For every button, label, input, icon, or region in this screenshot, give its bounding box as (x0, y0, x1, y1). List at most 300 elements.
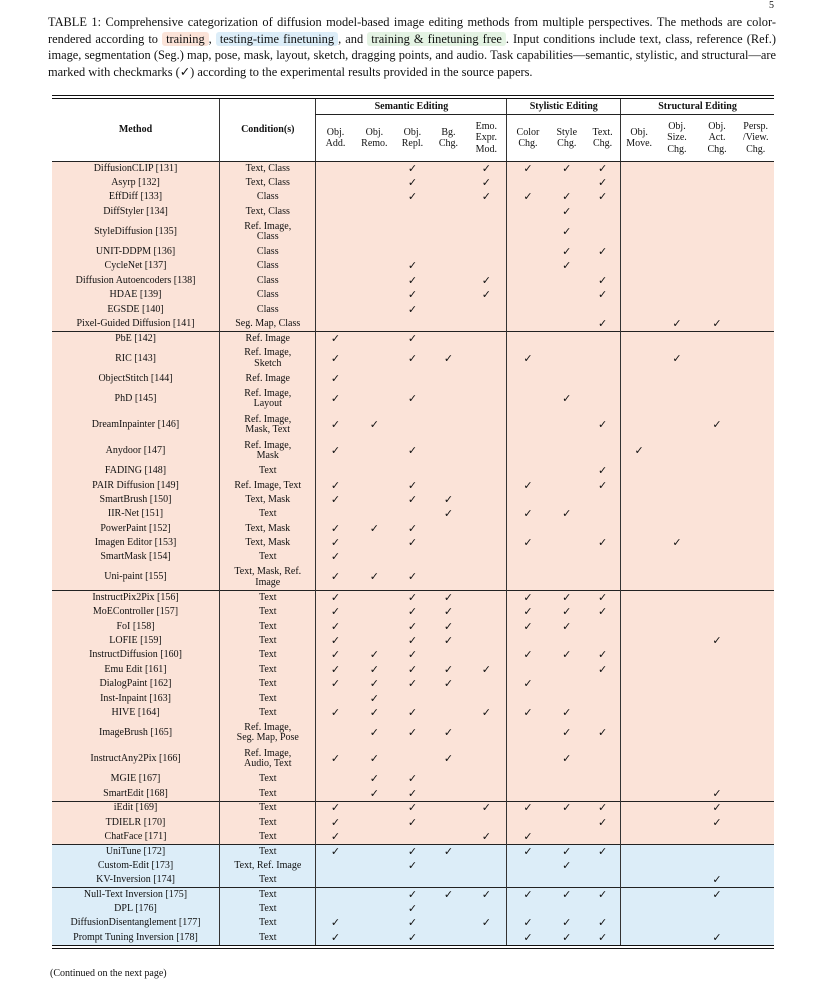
check-cell (507, 648, 549, 662)
method-name: InstructPix2Pix [156] (52, 591, 220, 605)
check-cell (621, 902, 658, 916)
check-cell (507, 902, 549, 916)
condition-line: Text (258, 773, 277, 785)
check-cell (585, 551, 621, 565)
check-cell (585, 634, 621, 648)
check-cell (431, 479, 467, 493)
caption-text-b: . Input conditions include text, class, reference (Ref.) image, segmentation (Seg.) map, pose, mask, layout, sketch, dragging points, and audio. Task capabilities—semantic, stylistic, and structural—are marked with checkmarks (✓) according to the experimental results provided in the source papers. (48, 31, 776, 79)
check-cell (548, 620, 585, 634)
check-cell (466, 346, 507, 372)
check-cell (507, 162, 549, 176)
check-cell (657, 677, 697, 691)
condition-line: Mask (256, 450, 279, 462)
condition-line: Mask, Text (245, 424, 291, 436)
condition-line: Text (258, 663, 277, 675)
subheader-line: Repl. (401, 138, 424, 149)
check-cell (431, 464, 467, 478)
check-cell (431, 288, 467, 302)
check-cell (737, 493, 774, 507)
check-cell (548, 787, 585, 801)
subheader-line: Move. (626, 138, 653, 149)
table-row (52, 331, 774, 345)
check-cell (355, 677, 395, 691)
check-cell (466, 787, 507, 801)
check-cell (585, 816, 621, 830)
check-cell (697, 274, 738, 288)
condition-cell (220, 801, 316, 815)
check-cell (431, 205, 467, 219)
table-row (52, 888, 774, 902)
check-cell (316, 772, 355, 786)
check-cell (394, 772, 431, 786)
check-cell (394, 317, 431, 331)
condition-cell (220, 274, 316, 288)
check-cell (585, 663, 621, 677)
check-cell (737, 902, 774, 916)
table-row (52, 303, 774, 317)
check-cell (507, 219, 549, 245)
check-cell (585, 317, 621, 331)
checkmark-icon: ✓ (330, 478, 341, 492)
check-cell (737, 331, 774, 345)
condition-line: Text (258, 902, 277, 914)
condition-line: Text, Mask (245, 522, 291, 534)
checkmark-icon: ✓ (407, 478, 418, 492)
check-cell (507, 493, 549, 507)
check-cell (548, 565, 585, 591)
check-cell (621, 706, 658, 720)
checkmark-icon: ✓ (443, 492, 454, 506)
checkmark-icon: ✓ (597, 245, 608, 258)
check-cell (466, 493, 507, 507)
check-cell (507, 565, 549, 591)
check-cell (585, 438, 621, 464)
check-cell (466, 274, 507, 288)
check-cell (466, 372, 507, 386)
condition-cell (220, 331, 316, 345)
check-cell (621, 522, 658, 536)
check-cell (737, 412, 774, 438)
method-name: ObjectStitch [144] (52, 372, 220, 386)
check-cell (737, 438, 774, 464)
condition-line: Text, Mask, Ref. (234, 566, 302, 578)
check-cell (585, 536, 621, 550)
check-cell (621, 464, 658, 478)
check-cell (316, 259, 355, 273)
table-row (52, 816, 774, 830)
check-cell (621, 288, 658, 302)
checkmark-icon: ✓ (481, 175, 491, 189)
checkmark-icon: ✓ (562, 204, 572, 218)
check-cell (621, 605, 658, 619)
checkmark-icon: ✓ (330, 930, 341, 944)
checkmark-icon: ✓ (407, 302, 418, 316)
check-cell (316, 331, 355, 345)
method-name: Prompt Tuning Inversion [178] (52, 931, 220, 945)
check-cell (657, 346, 697, 372)
checkmark-icon: ✓ (330, 605, 341, 619)
checkmark-icon: ✓ (597, 844, 608, 858)
check-cell (394, 438, 431, 464)
table-row (52, 245, 774, 259)
check-cell (621, 303, 658, 317)
condition-line: Ref. Image (245, 332, 290, 344)
check-cell (697, 205, 738, 219)
check-cell (657, 176, 697, 190)
check-cell (507, 746, 549, 772)
checkmark-icon: ✓ (712, 801, 722, 815)
check-cell (394, 551, 431, 565)
header-structural-editing: Structural Editing (621, 99, 774, 115)
check-cell (355, 162, 395, 176)
checkmark-icon: ✓ (407, 705, 418, 719)
checkmark-icon: ✓ (597, 648, 608, 662)
checkmark-icon: ✓ (672, 351, 682, 365)
check-cell (585, 801, 621, 815)
check-cell (431, 859, 467, 873)
check-cell (585, 219, 621, 245)
check-cell (394, 888, 431, 902)
check-cell (548, 162, 585, 176)
condition-line: Seg. Map, Class (235, 317, 301, 329)
condition-line: Ref. Image, (244, 721, 292, 733)
check-cell (316, 479, 355, 493)
checkmark-icon: ✓ (407, 930, 418, 944)
checkmark-icon: ✓ (369, 752, 379, 766)
check-cell (466, 605, 507, 619)
check-cell (355, 931, 395, 945)
check-cell (394, 190, 431, 204)
method-name: DiffusionDisentanglement [177] (52, 916, 220, 930)
check-cell (737, 245, 774, 259)
check-cell (466, 317, 507, 331)
check-cell (431, 902, 467, 916)
check-cell (548, 844, 585, 858)
check-cell (466, 551, 507, 565)
subheader-line: Obj. (365, 126, 384, 138)
table-row (52, 412, 774, 438)
check-cell (621, 830, 658, 844)
checkmark-icon: ✓ (407, 815, 418, 829)
checkmark-icon: ✓ (597, 175, 608, 189)
check-cell (466, 720, 507, 746)
check-cell (316, 931, 355, 945)
check-cell (431, 692, 467, 706)
check-cell (466, 245, 507, 259)
check-cell (737, 591, 774, 605)
subheader-1 (355, 115, 395, 162)
condition-line: Ref. Image, (244, 347, 292, 359)
check-cell (431, 816, 467, 830)
subheader-line: Chg. (438, 138, 459, 149)
table-row (52, 190, 774, 204)
check-cell (394, 507, 431, 521)
check-cell (657, 219, 697, 245)
check-cell (316, 303, 355, 317)
check-cell (431, 176, 467, 190)
check-cell (507, 412, 549, 438)
check-cell (548, 591, 585, 605)
condition-cell (220, 438, 316, 464)
checkmark-icon: ✓ (330, 351, 341, 365)
condition-line: Text (258, 692, 277, 704)
check-cell (697, 888, 738, 902)
check-cell (697, 816, 738, 830)
checkmark-icon: ✓ (562, 245, 572, 258)
check-cell (697, 859, 738, 873)
check-cell (394, 692, 431, 706)
check-cell (316, 317, 355, 331)
subheader-line: Obj. (708, 120, 726, 132)
check-cell (621, 412, 658, 438)
checkmark-icon: ✓ (523, 190, 533, 204)
checkmark-icon: ✓ (407, 887, 418, 901)
check-cell (355, 787, 395, 801)
condition-cell (220, 479, 316, 493)
check-cell (431, 888, 467, 902)
condition-cell (220, 746, 316, 772)
check-cell (697, 746, 738, 772)
check-cell (657, 190, 697, 204)
table-row (52, 288, 774, 302)
check-cell (737, 219, 774, 245)
check-cell (548, 801, 585, 815)
checkmark-icon: ✓ (562, 858, 572, 872)
header-stylistic-editing: Stylistic Editing (507, 99, 621, 115)
check-cell (737, 692, 774, 706)
table-row (52, 176, 774, 190)
method-name: DialogPaint [162] (52, 677, 220, 691)
check-cell (737, 536, 774, 550)
check-cell (394, 605, 431, 619)
table-row (52, 720, 774, 746)
subheader-line: Chg. (707, 143, 727, 155)
condition-cell (220, 464, 316, 478)
check-cell (316, 464, 355, 478)
check-cell (355, 464, 395, 478)
check-cell (431, 844, 467, 858)
subheader-line: Obj. (630, 126, 648, 138)
check-cell (507, 522, 549, 536)
condition-line: Class (256, 260, 279, 272)
checkmark-icon: ✓ (407, 288, 418, 302)
check-cell (507, 176, 549, 190)
checkmark-icon: ✓ (330, 391, 341, 405)
checkmark-icon: ✓ (481, 705, 491, 719)
checkmark-icon: ✓ (597, 464, 608, 478)
check-cell (355, 493, 395, 507)
condition-cell (220, 205, 316, 219)
condition-cell (220, 536, 316, 550)
check-cell (316, 507, 355, 521)
check-cell (466, 931, 507, 945)
check-cell (737, 190, 774, 204)
check-cell (585, 692, 621, 706)
table-row (52, 493, 774, 507)
check-cell (316, 536, 355, 550)
check-cell (466, 219, 507, 245)
check-cell (316, 648, 355, 662)
checkmark-icon: ✓ (597, 887, 608, 901)
check-cell (394, 634, 431, 648)
check-cell (507, 346, 549, 372)
check-cell (737, 565, 774, 591)
condition-line: Image (255, 576, 281, 588)
condition-cell (220, 787, 316, 801)
check-cell (394, 346, 431, 372)
check-cell (621, 346, 658, 372)
checkmark-icon: ✓ (407, 801, 418, 815)
checkmark-icon: ✓ (369, 705, 379, 719)
check-cell (355, 902, 395, 916)
check-cell (355, 830, 395, 844)
checkmark-icon: ✓ (407, 605, 418, 619)
check-cell (355, 331, 395, 345)
check-cell (585, 565, 621, 591)
method-name: EffDiff [133] (52, 190, 220, 204)
check-cell (548, 288, 585, 302)
checkmark-icon: ✓ (330, 916, 341, 930)
check-cell (466, 772, 507, 786)
check-cell (621, 888, 658, 902)
check-cell (657, 536, 697, 550)
check-cell (548, 551, 585, 565)
table-row (52, 677, 774, 691)
check-cell (697, 677, 738, 691)
check-cell (621, 620, 658, 634)
check-cell (316, 551, 355, 565)
check-cell (355, 205, 395, 219)
table-row (52, 746, 774, 772)
check-cell (394, 565, 431, 591)
check-cell (697, 317, 738, 331)
check-cell (431, 507, 467, 521)
checkmark-icon: ✓ (562, 887, 572, 901)
check-cell (316, 493, 355, 507)
check-cell (657, 830, 697, 844)
condition-cell (220, 634, 316, 648)
check-cell (657, 565, 697, 591)
table-row (52, 916, 774, 930)
check-cell (548, 386, 585, 412)
checkmark-icon: ✓ (481, 829, 491, 843)
check-cell (548, 438, 585, 464)
checkmark-icon: ✓ (407, 591, 418, 605)
method-name: FADING [148] (52, 464, 220, 478)
check-cell (657, 873, 697, 887)
checkmark-icon: ✓ (407, 351, 418, 365)
check-cell (585, 772, 621, 786)
check-cell (621, 219, 658, 245)
check-cell (737, 720, 774, 746)
checkmark-icon: ✓ (407, 772, 418, 786)
check-cell (316, 916, 355, 930)
check-cell (316, 787, 355, 801)
check-cell (507, 787, 549, 801)
checkmark-icon: ✓ (562, 801, 572, 815)
subheader-line: Obj. (403, 126, 422, 138)
check-cell (621, 317, 658, 331)
check-cell (737, 888, 774, 902)
check-cell (507, 844, 549, 858)
check-cell (657, 605, 697, 619)
check-cell (355, 438, 395, 464)
check-cell (507, 620, 549, 634)
condition-line: Text (258, 508, 277, 520)
table-row (52, 162, 774, 176)
check-cell (697, 830, 738, 844)
condition-line: Class (256, 274, 279, 286)
checkmark-icon: ✓ (330, 801, 341, 815)
table-row (52, 692, 774, 706)
check-cell (621, 648, 658, 662)
check-cell (585, 931, 621, 945)
header-condition: Condition(s) (220, 99, 316, 162)
check-cell (394, 205, 431, 219)
check-cell (394, 902, 431, 916)
subheader-9 (657, 115, 697, 162)
check-cell (431, 772, 467, 786)
condition-line: Text, Class (245, 162, 290, 174)
subheader-line: Size. (667, 132, 687, 144)
check-cell (507, 507, 549, 521)
check-cell (697, 479, 738, 493)
method-name: UNIT-DDPM [136] (52, 245, 220, 259)
condition-line: Text, Mask (245, 537, 291, 549)
check-cell (585, 245, 621, 259)
condition-cell (220, 902, 316, 916)
check-cell (394, 720, 431, 746)
checkmark-icon: ✓ (369, 648, 379, 662)
check-cell (431, 259, 467, 273)
check-cell (355, 888, 395, 902)
subheader-8 (621, 115, 658, 162)
table-row (52, 317, 774, 331)
subheader-3 (431, 115, 467, 162)
check-cell (355, 317, 395, 331)
check-cell (355, 692, 395, 706)
check-cell (737, 620, 774, 634)
table-row (52, 536, 774, 550)
condition-line: Sketch (254, 357, 282, 369)
check-cell (355, 288, 395, 302)
check-cell (466, 176, 507, 190)
checkmark-icon: ✓ (407, 677, 418, 691)
condition-line: Text (258, 606, 277, 618)
checkmark-icon: ✓ (407, 662, 418, 676)
method-name: ImageBrush [165] (52, 720, 220, 746)
check-cell (548, 274, 585, 288)
check-cell (621, 816, 658, 830)
checkmark-icon: ✓ (407, 161, 418, 175)
check-cell (394, 648, 431, 662)
checkmark-icon: ✓ (712, 417, 722, 431)
method-name: HIVE [164] (52, 706, 220, 720)
check-cell (548, 536, 585, 550)
checkmark-icon: ✓ (597, 930, 608, 944)
check-cell (355, 507, 395, 521)
checkmark-icon: ✓ (523, 887, 533, 901)
subheader-11 (737, 115, 774, 162)
table-row (52, 386, 774, 412)
table-row (52, 663, 774, 677)
check-cell (548, 522, 585, 536)
check-cell (431, 677, 467, 691)
checkmark-icon: ✓ (443, 844, 454, 858)
check-cell (621, 859, 658, 873)
check-cell (316, 720, 355, 746)
check-cell (585, 720, 621, 746)
